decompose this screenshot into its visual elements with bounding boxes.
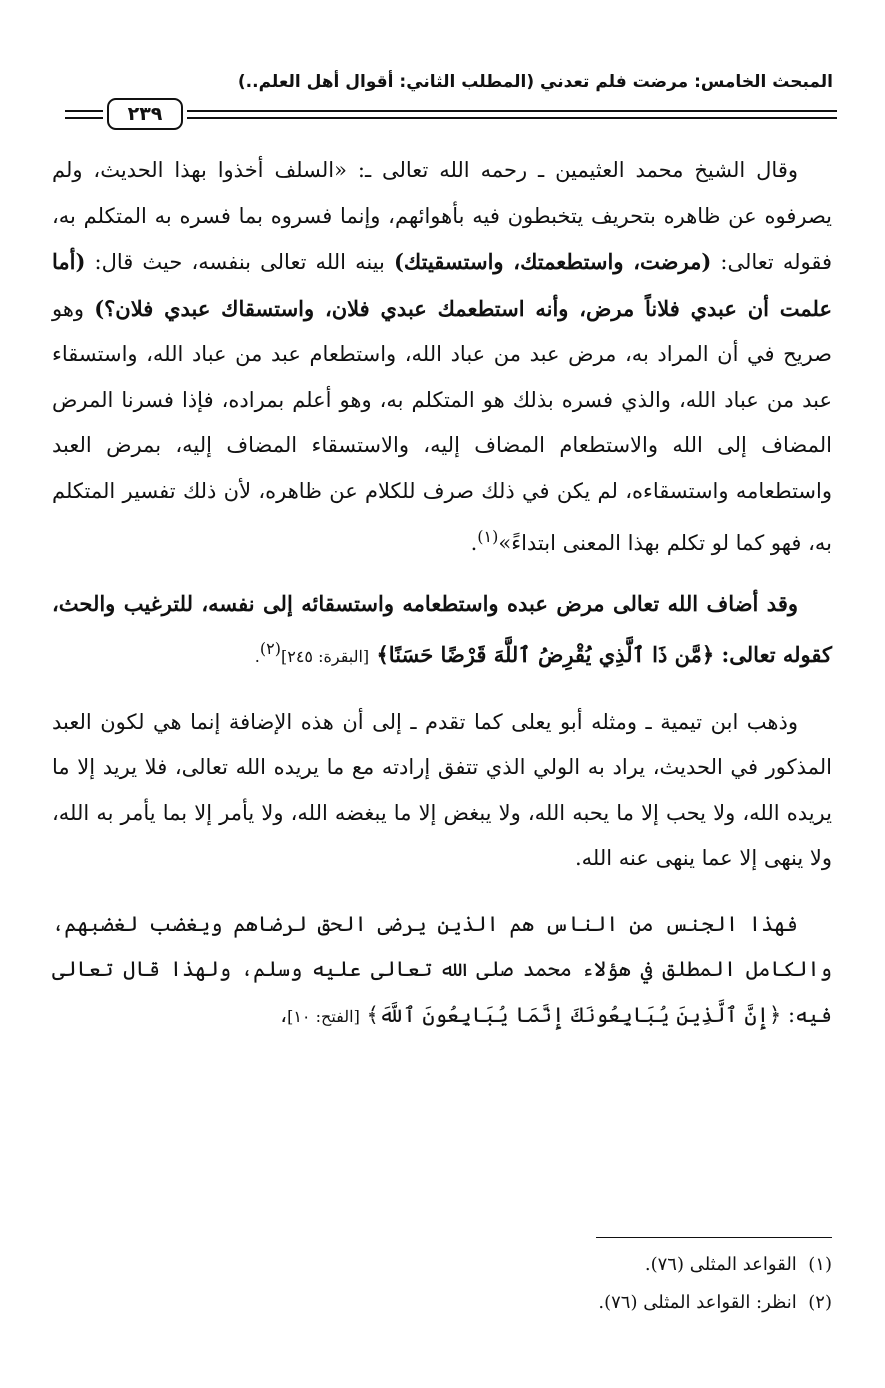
header-rule-right xyxy=(187,110,837,119)
footnote-separator xyxy=(596,1237,832,1238)
running-header: المبحث الخامس: مرضت فلم تعدني (المطلب الثاني: أقوال أهل العلم..) xyxy=(237,72,833,92)
hadith-words-bold: (مرضت، واستطعمتك، واستسقيتك) xyxy=(393,249,712,274)
quote-text: وقال الشيخ محمد العثيمين ـ رحمه الله تعالى ـ: «السلف أخذوا بهذا الحديث، ولم يصرفوه عن ظاهره بتحريف يتخبطون فيه بأهوائهم، وإنما فسروه بما فسره به المتكلم به، فقوله تعالى: xyxy=(52,158,833,274)
header-rule-left xyxy=(65,110,103,119)
paragraph-attribution: وقد أضاف الله تعالى مرض عبده واستطعامه واستسقائه إلى نفسه، للترغيب والحث، كقوله تعالى: ﴿مَّن ذَا ٱلَّذِي يُقْرِضُ ٱللَّهَ قَرْضًا حَسَنًا﴾ [البقرة: ٢٤٥]$^{(٢)}$. xyxy=(52,590,832,667)
footnotes xyxy=(52,1246,832,1322)
footnote-1 xyxy=(52,1246,832,1284)
header-rule xyxy=(65,100,837,130)
ibn-taymiyyah-text: وذهب ابن تيمية ـ ومثله أبو يعلى كما تقدم ـ إلى أن هذه الإضافة إنما هي لكون العبد المذكور في الحديث، يراد به الولي الذي تتفق إرادته مع ما يريده الله تعالى، فلا يريد إلا ما يريده الله، ولا يحب إلا ما يحبه الله، ولا يبغض إلا ما يبغضه الله، ولا يأمر إلا بما يأمر به الله، ولا ينهى إلا عما ينهى عنه الله. xyxy=(52,709,832,870)
quran-verse-fath: ﴿إِنَّ ٱلَّذِينَ يُبَايِعُونَكَ إِنَّمَا يُبَايِعُونَ ٱللَّهَ﴾ xyxy=(366,1002,782,1027)
footnote-ref-2: (٢) xyxy=(259,639,281,658)
paragraph-conclusion: فهذا الجنس من الناس هم الذين يرضى الحق لرضاهم ويغضب لغضبهم، والكامل المطلق في هؤلاء محمد صلى الله تعالى عليه وسلم، ولهذا قال تعالى فيه: ﴿إِنَّ ٱلَّذِينَ يُبَايِعُونَكَ إِنَّمَا يُبَايِعُونَ ٱللَّهَ﴾ [الفتح: ١٠]، xyxy=(52,911,832,1027)
footnote-marker: (٢) xyxy=(808,1292,832,1313)
page-number: ٢٣٩ xyxy=(107,98,183,130)
footnote-marker: (١) xyxy=(808,1254,832,1275)
quran-verse-baqarah: ﴿مَّن ذَا ٱلَّذِي يُقْرِضُ ٱللَّهَ قَرْضًا حَسَنًا﴾ xyxy=(376,642,715,667)
quote-text: وهو صريح في أن المراد به، مرض عبد من عباد الله، واستطعام عبد من عباد الله، واستسقاء عبد من عباد الله، والذي فسره بذلك هو المتكلم به، وهو أعلم بمراده، فإذا فسرنا المرض المضاف إلى الله والاستطعام المضاف إليه، والاستسقاء المضاف إليه، بمرض العبد واستطعامه واستسقاءه، لم يكن في ذلك صرف للكلام عن ظاهره، لأن ذلك تفسير المتكلم به، فهو كما لو تكلم بهذا المعنى ابتداءً» xyxy=(52,296,832,555)
verse-reference-baqarah: [البقرة: ٢٤٥] xyxy=(280,647,370,666)
paragraph-uthaymeen-quote: وقال الشيخ محمد العثيمين ـ رحمه الله تعالى ـ: «السلف أخذوا بهذا الحديث، ولم يصرفوه عن ظاهره بتحريف يتخبطون فيه بأهوائهم، وإنما فسروه بما فسره به المتكلم به، فقوله تعالى: (مرضت، واستطعمتك، واستسقيتك) بينه الله تعالى بنفسه، حيث قال: (أما علمت أن عبدي فلاناً مرض، وأنه استطعمك عبدي فلان، واستسقاك عبدي فلان؟) وهو صريح في أن المراد به، مرض عبد من عباد الله، واستطعام عبد من عباد الله، واستسقاء عبد من عباد الله، والذي فسره بذلك هو المتكلم به، وهو أعلم بمراده، فإذا فسرنا المرض المضاف إلى الله والاستطعام المضاف إليه، والاستسقاء المضاف إليه، بمرض العبد واستطعامه واستسقاءه، لم يكن في ذلك صرف للكلام عن ظاهره، لأن ذلك تفسير المتكلم به، فهو كما لو تكلم بهذا المعنى ابتداءً»$^{(١)}$. xyxy=(52,158,833,555)
paragraph-ibn-taymiyyah xyxy=(52,700,832,882)
hadith-quote-bold: (أما علمت أن عبدي فلاناً مرض، وأنه استطعمك عبدي فلان، واستسقاك عبدي فلان؟) xyxy=(52,249,832,321)
main-text xyxy=(52,148,832,1039)
footnote-ref-1: (١) xyxy=(477,527,499,546)
attribution-text: وقد أضاف الله تعالى مرض عبده واستطعامه واستسقائه إلى نفسه، للترغيب والحث، كقوله تعالى: xyxy=(52,590,832,667)
conclusion-text: فهذا الجنس من الناس هم الذين يرضى الحق لرضاهم ويغضب لغضبهم، والكامل المطلق في هؤلاء محمد صلى الله تعالى عليه وسلم، ولهذا قال تعالى فيه: xyxy=(52,911,832,1027)
quote-text: بينه الله تعالى بنفسه، حيث قال: xyxy=(85,250,394,274)
verse-reference-fath: [الفتح: ١٠] xyxy=(287,1006,360,1026)
footnote-2 xyxy=(52,1284,832,1322)
footnote-text: انظر: القواعد المثلى (٧٦). xyxy=(598,1292,797,1313)
footnote-text: القواعد المثلى (٧٦). xyxy=(644,1254,797,1275)
